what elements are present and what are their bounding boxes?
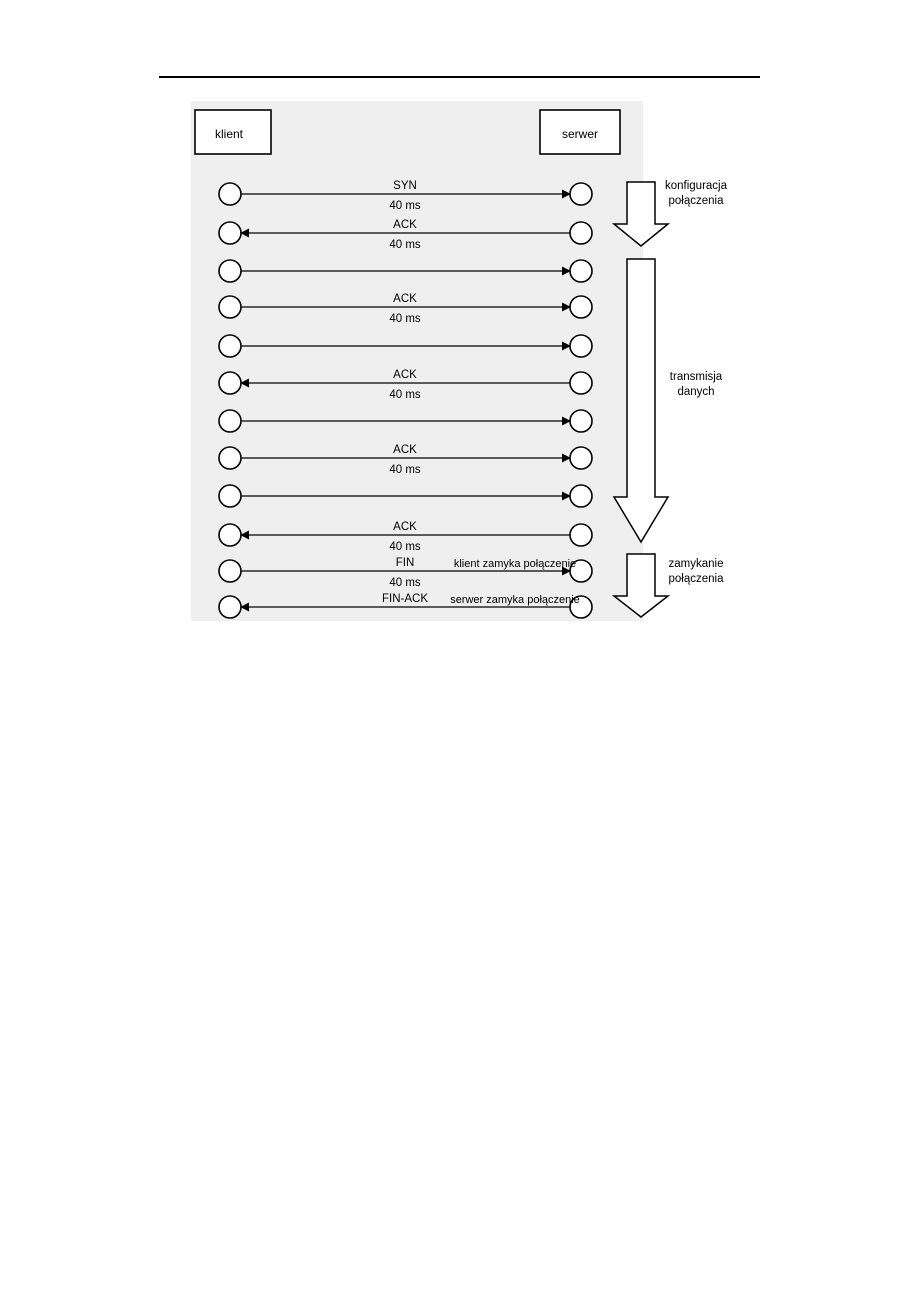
message-row [219,410,592,432]
message-row [219,219,592,251]
message-note: klient zamyka połączenie [453,558,577,570]
server-node [570,485,592,507]
message-label: ACK [393,369,417,381]
down-arrow-icon [614,182,668,246]
phase-arrows [614,180,728,617]
message-time: 40 ms [389,389,421,401]
message-time: 40 ms [389,577,421,589]
client-label: klient [214,127,244,142]
client-node [219,183,241,205]
client-node [219,596,241,618]
client-node [219,524,241,546]
server-node [570,222,592,244]
message-row [219,335,592,357]
message-time: 40 ms [389,541,421,553]
phase-label: połączenia [668,573,724,585]
phase-arrow [614,259,723,542]
server-node [570,410,592,432]
message-time: 40 ms [389,239,421,251]
message-time: 40 ms [389,464,421,476]
message-row [219,485,592,507]
message-row [219,369,592,401]
message-row [219,293,592,325]
tcp-sequence-diagram [191,101,728,621]
client-node [219,485,241,507]
server-node [570,183,592,205]
phase-arrow [614,554,724,617]
message-label: FIN [395,557,415,569]
message-row [219,260,592,282]
message-time: 40 ms [389,200,421,212]
message-label: ACK [393,293,417,305]
page-top-rule [159,76,760,78]
phase-label: transmisja [669,371,723,383]
client-node [219,260,241,282]
client-node [219,296,241,318]
server-node [570,372,592,394]
client-box [195,110,271,154]
message-label: SYN [393,180,417,192]
message-label: ACK [393,219,417,231]
message-row [219,180,592,212]
diagram-canvas [191,101,918,1289]
phase-label: zamykanie [668,558,724,570]
server-node [570,260,592,282]
client-node [219,372,241,394]
message-row [219,593,592,618]
message-label: FIN-ACK [382,593,428,605]
message-label: ACK [393,521,417,533]
message-row [219,557,592,589]
client-node [219,335,241,357]
client-node [219,410,241,432]
server-node [570,296,592,318]
client-node [219,447,241,469]
server-node [570,524,592,546]
down-arrow-icon [614,259,668,542]
phase-label: konfiguracja [664,180,728,192]
server-box [540,110,620,154]
messages [219,180,592,618]
down-arrow-icon [614,554,668,617]
phase-arrow [614,180,728,246]
message-row [219,521,592,553]
server-label: serwer [561,127,599,142]
client-node [219,222,241,244]
phase-label: danych [677,386,715,398]
message-row [219,444,592,476]
server-node [570,447,592,469]
server-node [570,335,592,357]
client-node [219,560,241,582]
phase-label: połączenia [668,195,724,207]
message-note: serwer zamyka połączenie [450,594,580,606]
message-time: 40 ms [389,313,421,325]
message-label: ACK [393,444,417,456]
